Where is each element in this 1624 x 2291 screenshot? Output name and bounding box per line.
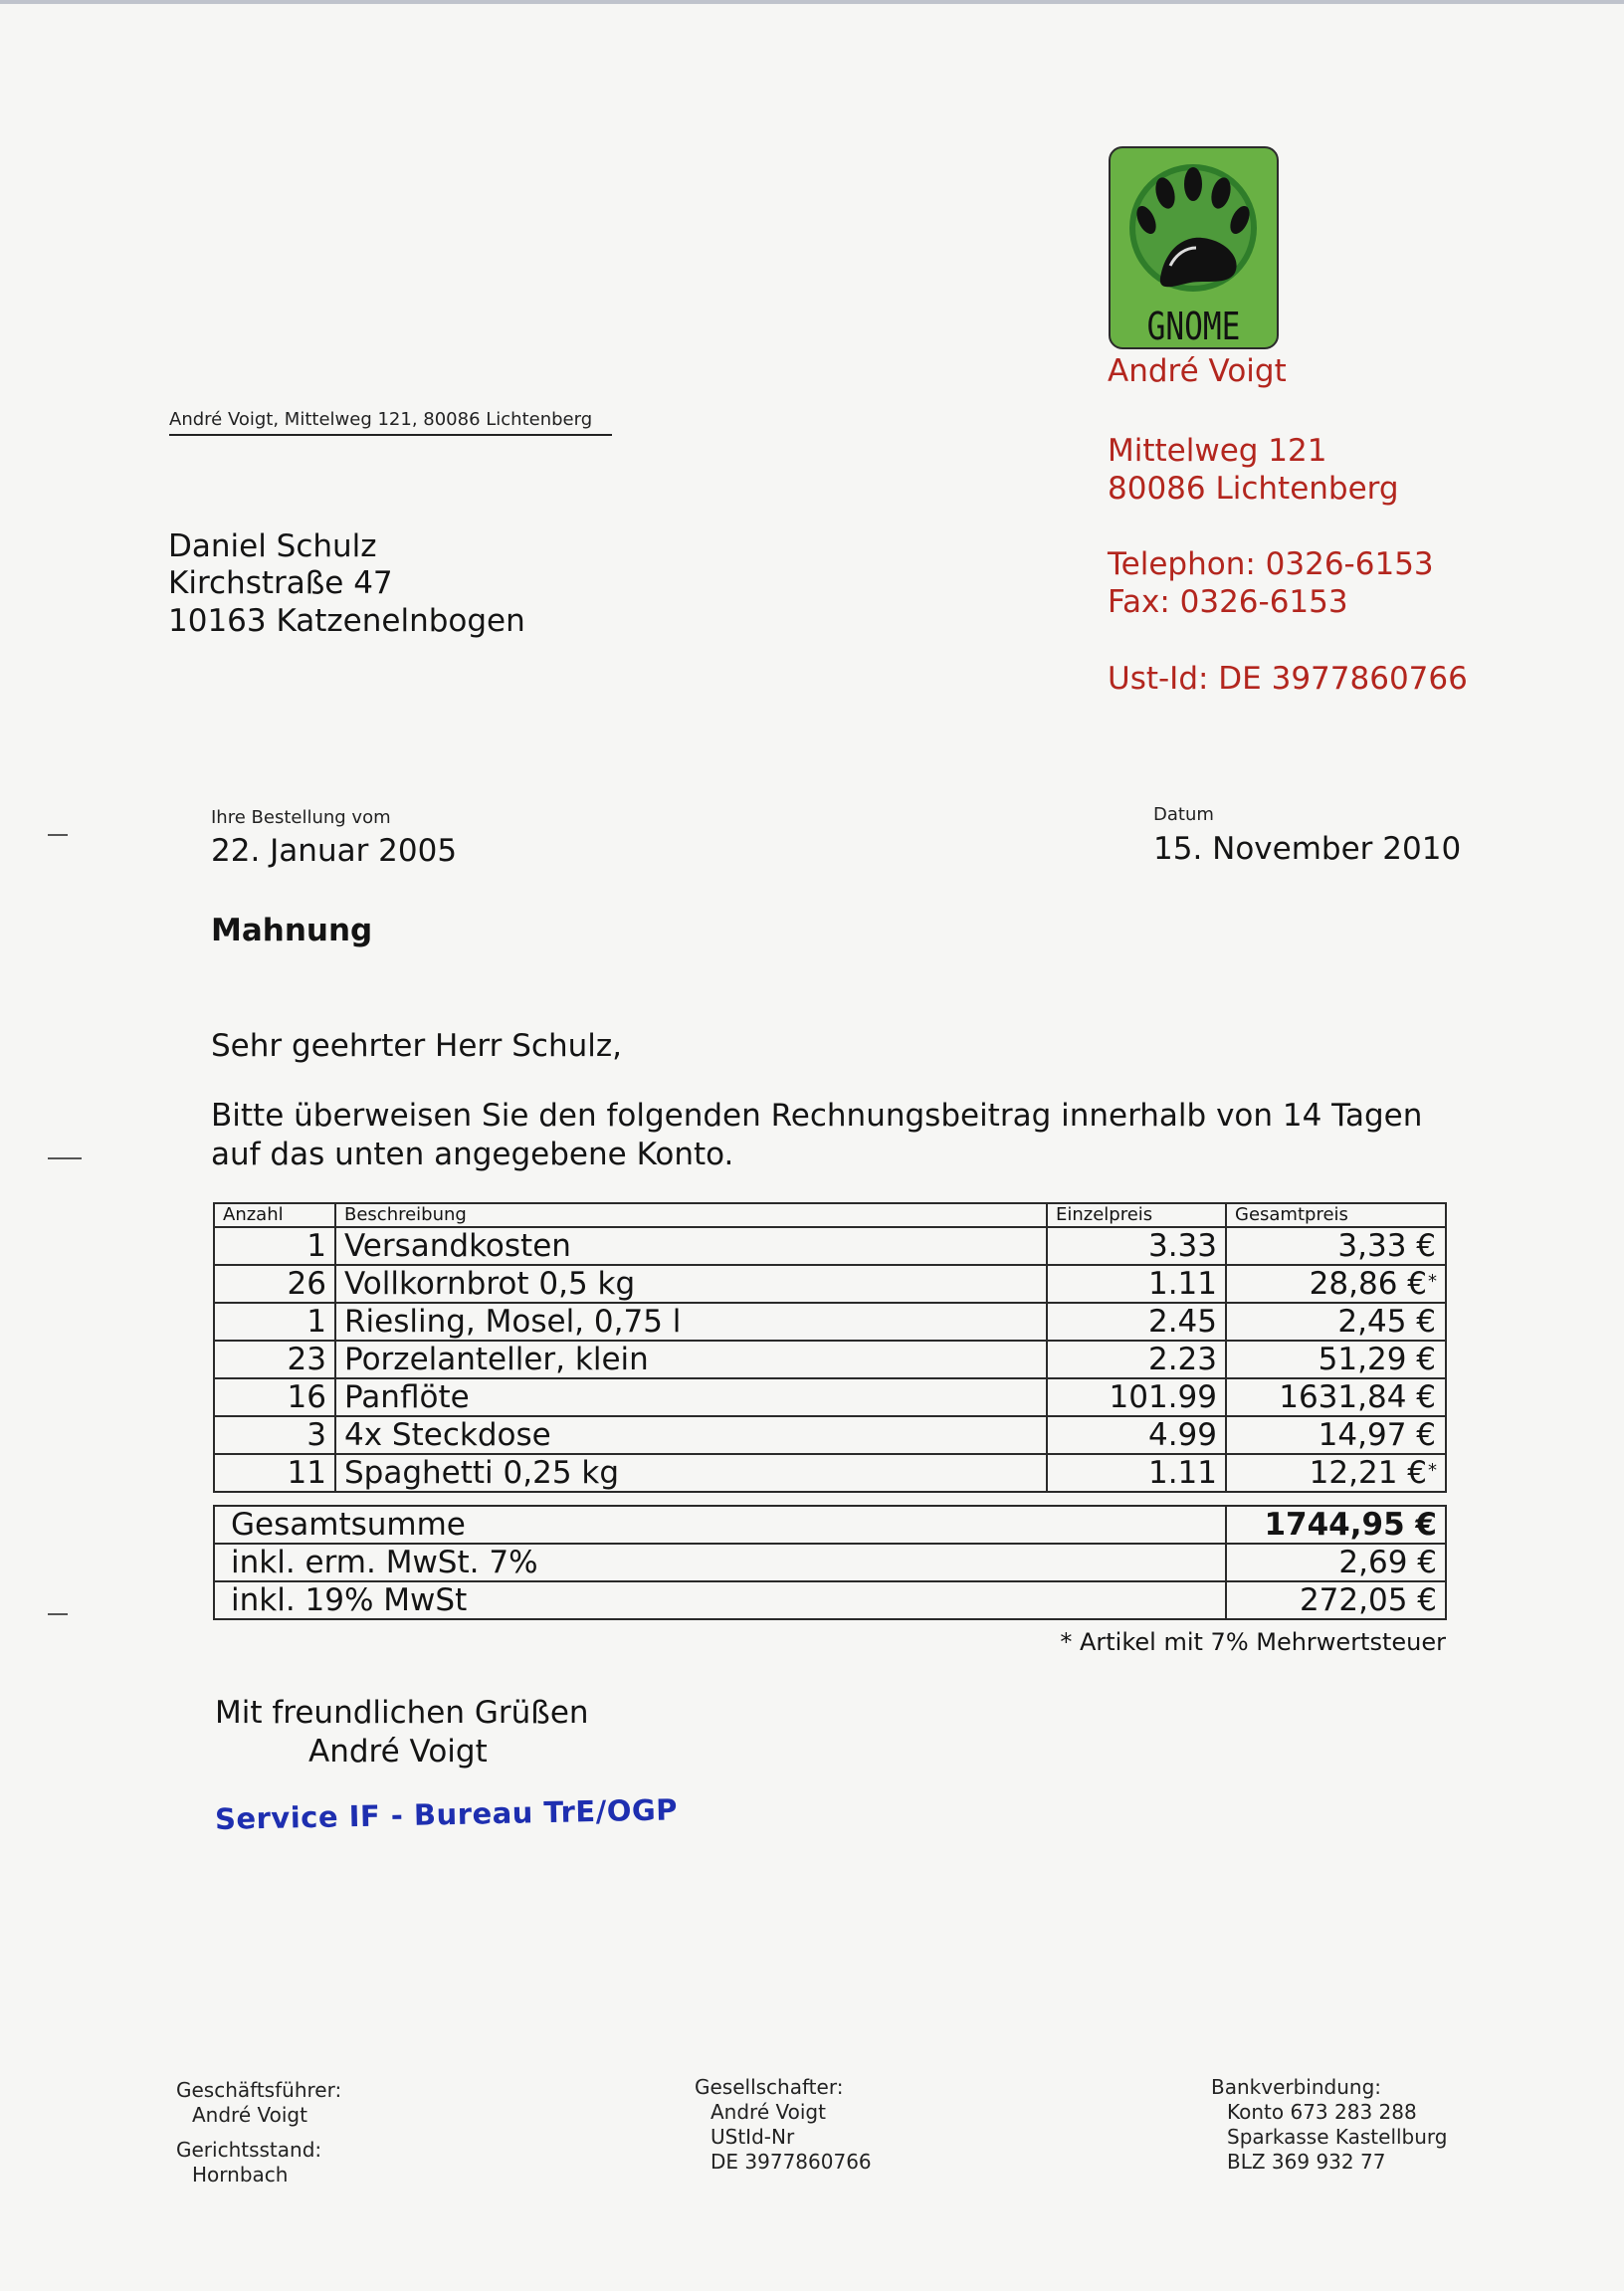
unit-price-cell: 2.23 [1047,1341,1226,1378]
vat-footnote: * Artikel mit 7% Mehrwertsteuer [1060,1628,1446,1656]
standard-vat-value: 272,05 € [1226,1581,1446,1619]
letter-date: 15. November 2010 [1153,831,1462,867]
recipient-city: 10163 Katzenelnbogen [168,603,525,639]
table-header-row [214,1203,1446,1227]
gnome-logo [1109,146,1279,349]
sender-name: André Voigt [1108,353,1287,389]
footer-column-3 [1211,2075,1448,2175]
footer-value: Hornbach [192,2163,289,2187]
description-cell: Porzelanteller, klein [335,1341,1047,1378]
unit-price-cell: 3.33 [1047,1227,1226,1265]
reduced-vat-value: 2,69 € [1226,1544,1446,1581]
total-price-cell [1226,1454,1446,1492]
footer-column-1 [176,2078,341,2187]
column-header: Beschreibung [335,1203,1047,1227]
vat-star: * [1428,1271,1437,1292]
subject: Mahnung [211,913,373,948]
footer-value: Sparkasse Kastellburg [1227,2125,1448,2149]
page-top-edge [0,0,1624,4]
return-address: André Voigt, Mittelweg 121, 80086 Lichtenberg [169,409,612,436]
table-row [214,1454,1446,1492]
closing: Mit freundlichen Grüßen [215,1695,589,1731]
footer-value: André Voigt [710,2100,826,2124]
footer-value: André Voigt [192,2103,307,2127]
table-row [214,1341,1446,1378]
description-cell: Vollkornbrot 0,5 kg [335,1265,1047,1303]
signature-name: André Voigt [308,1734,488,1770]
sender-city: 80086 Lichtenberg [1108,471,1399,507]
salutation: Sehr geehrter Herr Schulz, [211,1028,622,1064]
vat-star: * [1428,1460,1437,1481]
description-cell: Panflöte [335,1378,1047,1416]
footer-column-2 [695,2075,872,2175]
qty-cell: 11 [214,1454,335,1492]
fold-mark [48,834,68,836]
total-price-cell [1226,1341,1446,1378]
total-price-cell [1226,1378,1446,1416]
total-value: 51,29 € [1318,1342,1436,1377]
unit-price-cell: 1.11 [1047,1265,1226,1303]
unit-price-cell: 1.11 [1047,1454,1226,1492]
description-cell: 4x Steckdose [335,1416,1047,1454]
total-value: 28,86 € [1309,1266,1427,1302]
totals-table [213,1505,1447,1620]
grand-total-value: 1744,95 € [1226,1506,1446,1544]
order-date-label: Ihre Bestellung vom [211,807,391,828]
footer-value: DE 3977860766 [710,2150,872,2174]
qty-cell: 26 [214,1265,335,1303]
letter-date-label: Datum [1153,804,1214,825]
sender-fax: Fax: 0326-6153 [1108,584,1348,620]
total-price-cell [1226,1303,1446,1341]
unit-price-cell: 2.45 [1047,1303,1226,1341]
sender-phone: Telephon: 0326-6153 [1108,546,1434,582]
table-row [214,1303,1446,1341]
qty-cell: 23 [214,1341,335,1378]
description-cell: Versandkosten [335,1227,1047,1265]
footer-value: Konto 673 283 288 [1227,2100,1417,2124]
description-cell: Riesling, Mosel, 0,75 l [335,1303,1047,1341]
recipient-name: Daniel Schulz [168,528,377,564]
totals-row [214,1581,1446,1619]
bureau-stamp: Service IF - Bureau TrE/OGP [214,1792,679,1836]
logo-text: GNOME [1146,305,1241,348]
sender-vat-id: Ust-Id: DE 3977860766 [1108,661,1468,697]
body-line-2: auf das unten angegebene Konto. [211,1137,734,1172]
table-row [214,1416,1446,1454]
total-value: 12,21 € [1309,1455,1427,1491]
punch-mark [48,1157,82,1159]
qty-cell: 16 [214,1378,335,1416]
table-row [214,1227,1446,1265]
body-line-1: Bitte überweisen Sie den folgenden Rechnungsbeitrag innerhalb von 14 Tagen [211,1098,1423,1134]
footer-label: Gerichtsstand: [176,2138,322,2162]
column-header: Anzahl [214,1203,335,1227]
qty-cell: 1 [214,1303,335,1341]
table-row [214,1378,1446,1416]
unit-price-cell: 4.99 [1047,1416,1226,1454]
column-header: Gesamtpreis [1226,1203,1446,1227]
reduced-vat-label: inkl. erm. MwSt. 7% [214,1544,1226,1581]
total-value: 14,97 € [1318,1417,1436,1453]
qty-cell: 3 [214,1416,335,1454]
standard-vat-label: inkl. 19% MwSt [214,1581,1226,1619]
footer-value: BLZ 369 932 77 [1227,2150,1386,2174]
total-value: 2,45 € [1337,1304,1436,1340]
qty-cell: 1 [214,1227,335,1265]
order-date: 22. Januar 2005 [211,833,458,869]
description-cell: Spaghetti 0,25 kg [335,1454,1047,1492]
footer-label: Geschäftsführer: [176,2078,342,2102]
totals-row [214,1506,1446,1544]
total-price-cell [1226,1265,1446,1303]
table-row [214,1265,1446,1303]
fold-mark [48,1613,68,1615]
column-header: Einzelpreis [1047,1203,1226,1227]
unit-price-cell: 101.99 [1047,1378,1226,1416]
recipient-street: Kirchstraße 47 [168,565,393,601]
footer-value: UStId-Nr [710,2125,795,2149]
sender-street: Mittelweg 121 [1108,433,1327,469]
total-price-cell [1226,1227,1446,1265]
total-price-cell [1226,1416,1446,1454]
totals-row [214,1544,1446,1581]
footer-label: Gesellschafter: [695,2075,844,2099]
footer-label: Bankverbindung: [1211,2075,1382,2099]
grand-total-label: Gesamtsumme [214,1506,1226,1544]
total-value: 1631,84 € [1279,1379,1436,1415]
total-value: 3,33 € [1337,1228,1436,1264]
items-table [213,1202,1447,1493]
